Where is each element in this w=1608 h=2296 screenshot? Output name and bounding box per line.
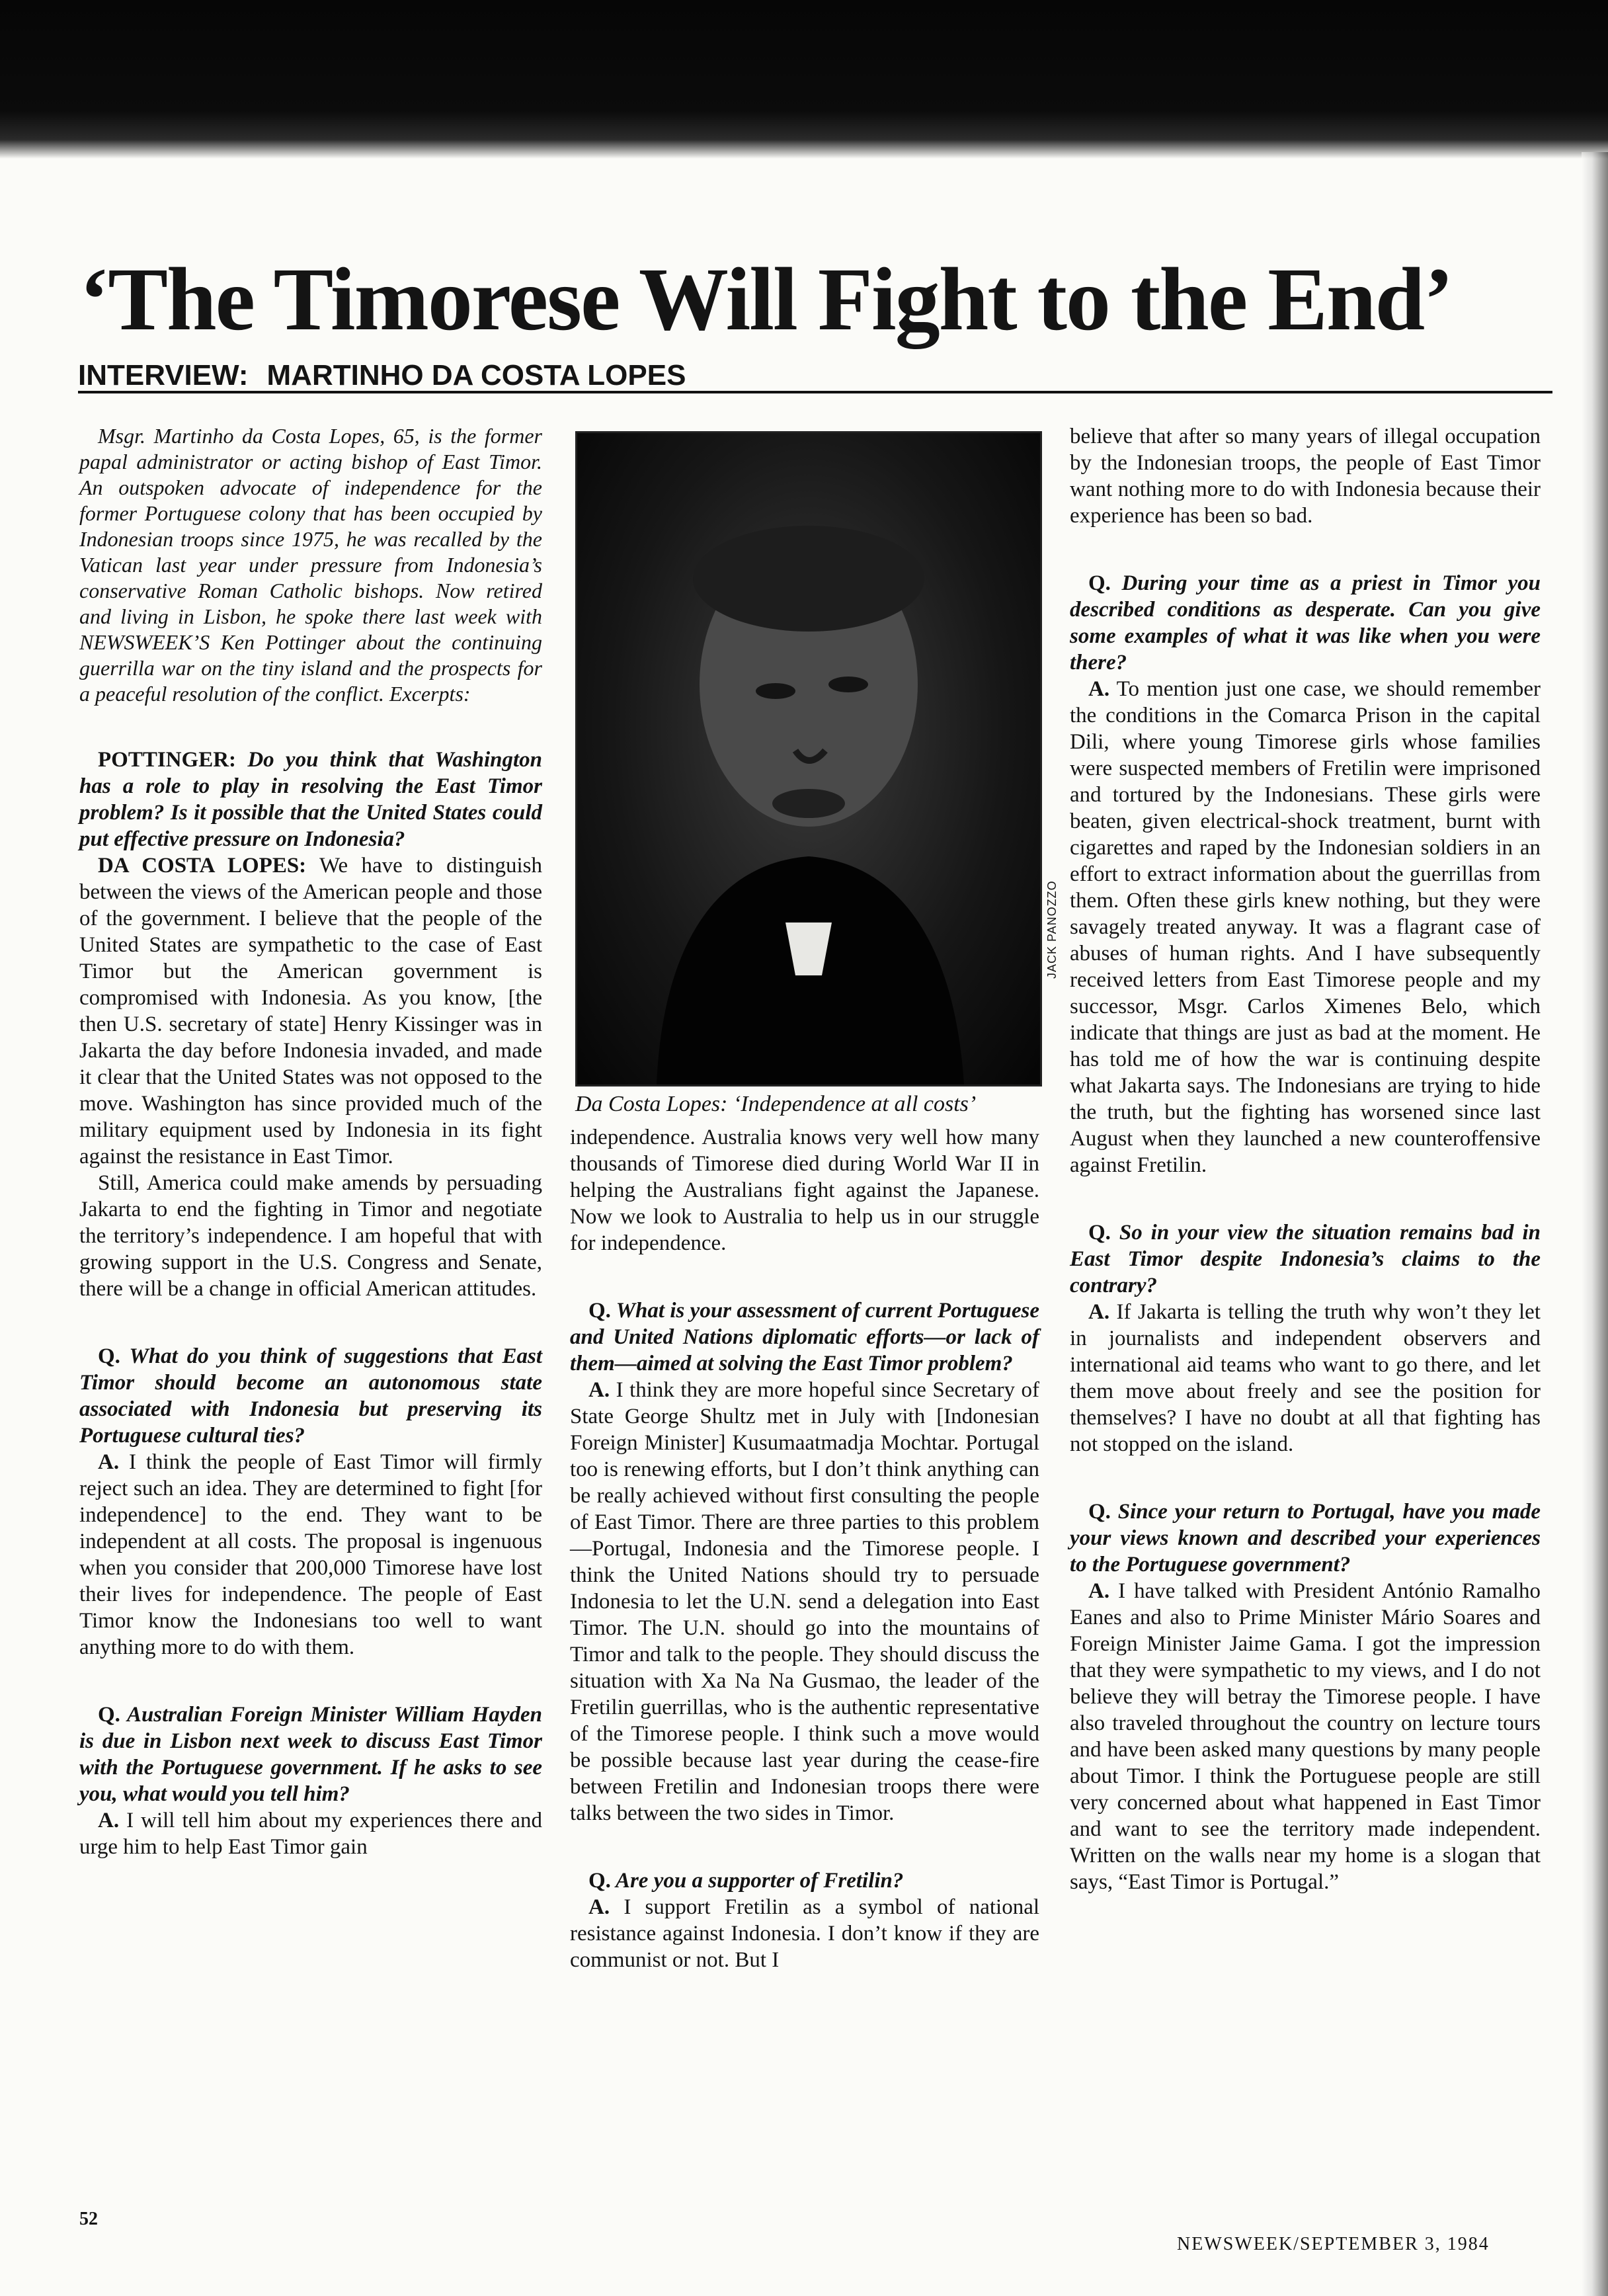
paragraph-text: I think the people of East Timor will firmly reject such an idea. They are determined to fight [for independence] to the end. They want to be independent at all costs. The proposal is ingenuous when you consider that 200,000 Timorese have lost their lives for independence. The people of East Timor know the Indonesians too well to want anything more to do with them.: [79, 1450, 542, 1659]
paragraph-text: During your time as a priest in Timor you described conditions as desperate. Can you give some examples of what it was like when you were there?: [1070, 571, 1541, 675]
paragraph-text: I will tell him about my experiences there and urge him to help East Timor gain: [79, 1809, 542, 1859]
scan-dark-band: [0, 0, 1608, 159]
answer: [1070, 676, 1541, 1178]
portrait-silhouette: [577, 433, 1040, 1085]
speaker-tag: A.: [588, 1895, 610, 1919]
column-2: [570, 1124, 1039, 1973]
paragraph-text: Are you a supporter of Fretilin?: [615, 1869, 904, 1893]
paragraph-text: I have talked with President António Ramalho Eanes and also to Prime Minister Mário Soares and Foreign Minister Jaime Gama. I got the impression that they were sympathetic to my views, and I do not believe they will betray the Timorese people. I have also traveled throughout the country on lecture tours and have been asked many questions by many people about Timor. I think the Portuguese people are still very concerned about what happened in East Timor and want to see the territory made independent. Written on the walls near my home is a slogan that says, “East Timor is Portugal.”: [1070, 1579, 1541, 1894]
question: [1070, 570, 1541, 676]
headline: ‘The Timorese Will Fight to the End’: [79, 250, 1453, 349]
question: [1070, 1498, 1541, 1578]
speaker-tag: Q.: [588, 1299, 611, 1323]
scan-page-edge: [1582, 152, 1608, 2296]
paragraph-text: Still, America could make amends by persuading Jakarta to end the fighting in Timor and negotiate the territory’s independence. I am hopeful that with growing support in the U.S. Congress and Senate, there will be a change in official American attitudes.: [79, 1171, 542, 1301]
speaker-tag: A.: [98, 1450, 120, 1474]
kicker: [78, 360, 1552, 393]
paragraph-text: I support Fretilin as a symbol of national resistance against Indonesia. I don’t know if they are communist or not. But I: [570, 1895, 1040, 1972]
question: [1070, 1219, 1541, 1299]
intro-paragraph: Msgr. Martinho da Costa Lopes, 65, is the former papal administrator or acting bishop of East Timor. An outspoken advocate of independence for the former Portuguese colony that has been occupied by Indonesian troops since 1975, he was recalled by the Vatican last year under pressure from Indonesia’s conservative Roman Catholic bishops. Now retired and living in Lisbon, he spoke there last week with NEWSWEEK’S Ken Pottinger about the continuing guerrilla war on the tiny island and the prospects for a peaceful resolution of the conflict. Excerpts:: [79, 424, 542, 706]
body-paragraph: [79, 1170, 542, 1302]
speaker-tag: Q.: [588, 1869, 611, 1893]
question: [79, 1702, 542, 1807]
speaker-tag: POTTINGER:: [98, 748, 237, 772]
answer: [570, 1894, 1039, 1973]
speaker-tag: A.: [98, 1809, 120, 1832]
portrait-photo: [575, 431, 1042, 1086]
question: [570, 1297, 1039, 1377]
body-paragraph: [570, 1124, 1039, 1256]
speaker-tag: A.: [1088, 677, 1110, 701]
answer: [79, 1449, 542, 1660]
speaker-tag: Q.: [1088, 571, 1111, 595]
paragraph-text: To mention just one case, we should remember the conditions in the Comarca Prison in the capital Dili, where young Timorese girls whose families were suspected members of Fretilin were imprisoned and tortured by the Indonesians. These girls were beaten, given electrical-shock treatment, burnt with cigarettes and raped by the Indonesian soldiers in an effort to extract information about the guerrillas from them. Often these girls knew nothing, but they were savagely treated anyway. It was a flagrant case of abuses of human rights. And I have subsequently received letters from East Timorese people and my successor, Msgr. Carlos Ximenes Belo, which indicate that things are just as bad at the moment. He has told me of how the war is continuing despite what Jakarta says. The Indonesians are trying to hide the truth, but the fighting has worsened since last August when they launched a new counteroffensive against Fretilin.: [1070, 677, 1541, 1177]
question: [79, 1343, 542, 1449]
answer: [1070, 1299, 1541, 1457]
paragraph-text: believe that after so many years of illegal occupation by the Indonesian troops, the people of East Timor want nothing more to do with Indonesia because their experience has been so bad.: [1070, 425, 1541, 528]
speaker-tag: DA COSTA LOPES:: [98, 854, 307, 878]
issue-footer: NEWSWEEK/SEPTEMBER 3, 1984: [1177, 2234, 1490, 2254]
paragraph-text: Since your return to Portugal, have you made your views known and described your experiences to the Portuguese government?: [1070, 1500, 1541, 1577]
paragraph-text: So in your view the situation remains bad in East Timor despite Indonesia’s claims to the contrary?: [1070, 1221, 1541, 1297]
column-3: [1070, 423, 1541, 1895]
paragraph-text: We have to distinguish between the views of the American people and those of the government. I believe that the people of the United States are sympathetic to the case of East Timor but the American government is compromised with Indonesia. As you know, [the then U.S. secretary of state] Henry Kissinger was in Jakarta the day before Indonesia invaded, and made it clear that the United States was not opposed to the move. Washington has since provided much of the military equipment used by Indonesia in its fight against the resistance in East Timor.: [79, 854, 542, 1168]
paragraph-text: I think they are more hopeful since Secretary of State George Shultz met in July with [Indonesian Foreign Minister] Kusumaatmadja Mochtar. Portugal too is renewing efforts, but I don’t think anything can be really achieved without first consulting the people of East Timor. There are three parties to this problem—Portugal, Indonesia and the Timorese people. I think the United Nations should try to persuade Indonesia to let the U.N. send a delegation into East Timor. The U.N. should go into the mountains of Timor and talk to the people. They should discuss the situation with Xa Na Na Gusmao, the leader of the Fretilin guerrillas, who is the authentic representative of the Timorese people. I think such a move would be possible because last year during the cease-fire between Fretilin and Indonesian troops there were talks between the two sides in Timor.: [570, 1378, 1039, 1825]
answer: [79, 852, 542, 1170]
page-number: 52: [79, 2209, 98, 2229]
question: [79, 747, 542, 852]
answer: [1070, 1578, 1541, 1895]
photo-credit: JACK PANOZZO: [1045, 880, 1059, 979]
kicker-name: MARTINHO DA COSTA LOPES: [266, 359, 686, 391]
question: [570, 1867, 1039, 1894]
speaker-tag: Q.: [1088, 1221, 1111, 1245]
paragraph-text: What do you think of suggestions that East Timor should become an autonomous state associated with Indonesia but preserving its Portuguese cultural ties?: [79, 1344, 542, 1448]
speaker-tag: A.: [1088, 1579, 1110, 1603]
paragraph-text: If Jakarta is telling the truth why won’t they let in journalists and independent observers and international aid teams who want to go there, and let them move about freely and see the position for themselves? I have no doubt at all that fighting has not stopped on the island.: [1070, 1300, 1541, 1456]
paragraph-text: Australian Foreign Minister William Hayden is due in Lisbon next week to discuss East Timor with the Portuguese government. If he asks to see you, what would you tell him?: [79, 1703, 543, 1806]
column-1: [79, 423, 542, 1860]
answer: [79, 1807, 542, 1860]
paragraph-text: independence. Australia knows very well how many thousands of Timorese died during World War II in helping the Australians fight against the Japanese. Now we look to Australia to help us in our struggle for independence.: [570, 1126, 1039, 1255]
speaker-tag: A.: [588, 1378, 610, 1402]
photo-caption: Da Costa Lopes: ‘Independence at all costs’: [575, 1092, 977, 1116]
speaker-tag: Q.: [98, 1703, 120, 1727]
answer: [570, 1377, 1039, 1826]
paragraph-text: What is your assessment of current Portuguese and United Nations diplomatic efforts—or lack of them—aimed at solving the East Timor problem?: [570, 1299, 1039, 1375]
speaker-tag: A.: [1088, 1300, 1110, 1324]
speaker-tag: Q.: [1088, 1500, 1111, 1524]
body-paragraph: [1070, 423, 1541, 529]
column-1-body: [79, 747, 542, 1860]
speaker-tag: Q.: [98, 1344, 120, 1368]
kicker-label: INTERVIEW:: [78, 359, 249, 391]
paragraph-text: Do you think that Washington has a role to play in resolving the East Timor problem? Is it possible that the United States could put effective pressure on Indonesia?: [79, 748, 542, 851]
